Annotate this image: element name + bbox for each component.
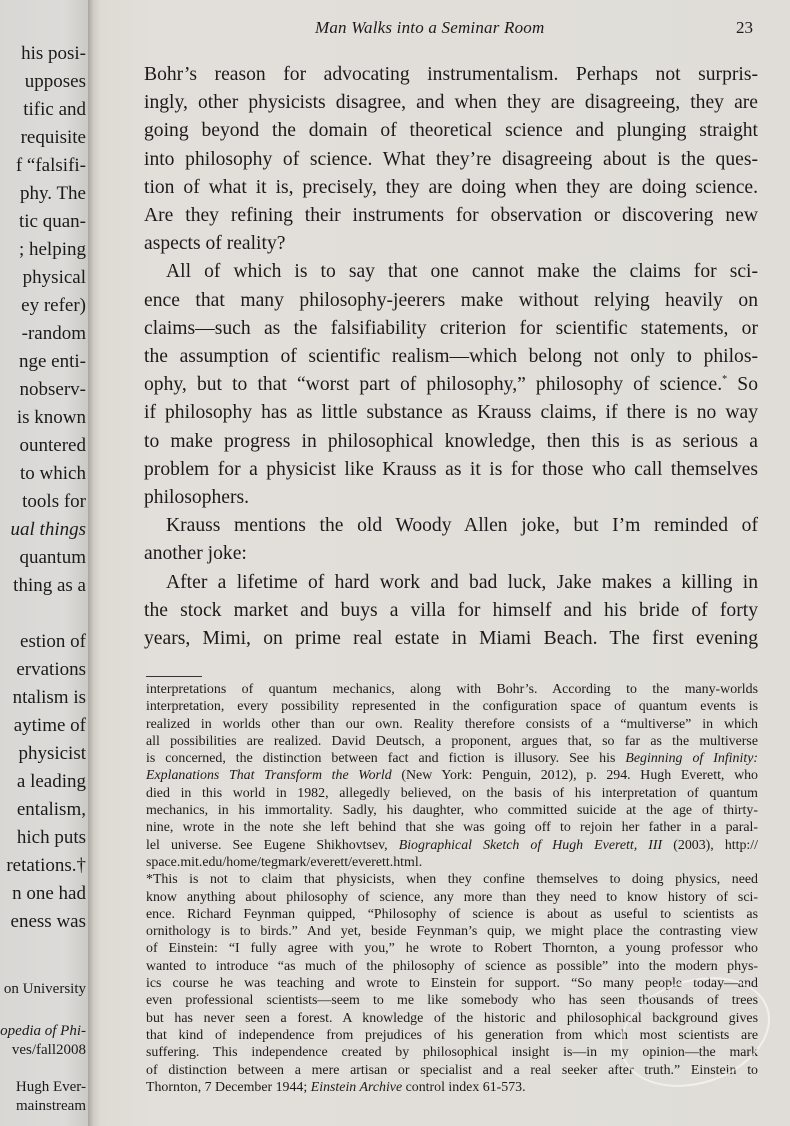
left-page-line: phy. The xyxy=(20,183,86,204)
footnote-line: of distinction between a mere artisan or specialist and a real seeker after truth.” Einstein to xyxy=(146,1062,758,1078)
body-line: After a lifetime of hard work and bad luck, Jake makes a killing in xyxy=(166,571,758,593)
footnote-line: ornithology is to birds.” And yet, beside Feynman’s quip, we might place the contrasting view xyxy=(146,924,758,940)
footnote-line xyxy=(146,767,758,784)
body-line: another joke: xyxy=(144,543,247,565)
left-page-line: n one had xyxy=(12,883,86,904)
left-page-line: ntalism is xyxy=(12,687,86,708)
left-page-line: ey refer) xyxy=(21,295,86,316)
left-page-line: is known xyxy=(16,407,86,428)
body-line: going beyond the domain of theoretical science and plunging straight xyxy=(144,120,758,142)
left-page-line: f “falsifi- xyxy=(15,155,86,176)
left-page-line: nobserv- xyxy=(19,379,86,400)
left-page-footnote-line: Hugh Ever- xyxy=(15,1079,86,1095)
left-page-line: hich puts xyxy=(16,827,86,848)
left-page-line: ervations xyxy=(16,659,86,680)
left-page-line: entalism, xyxy=(16,799,86,820)
footnote-text: Thornton, 7 December 1944; xyxy=(146,1079,311,1095)
body-line-with-footnote xyxy=(144,371,758,399)
left-page-line: ountered xyxy=(19,435,86,456)
body-line: to make progress in philosophical knowledge, then this is as serious a xyxy=(144,430,758,452)
facing-left-page xyxy=(0,0,92,1126)
left-page-line: a leading xyxy=(16,771,86,792)
page-number: 23 xyxy=(736,18,753,37)
body-line: ingly, other physicists disagree, and when they are disagreeing, they are xyxy=(144,92,758,114)
left-page-line: retations.† xyxy=(6,855,86,876)
footnote-line: nine, wrote in the note she left behind that she was going off to rejoin her father in a paral- xyxy=(146,820,758,836)
left-page-footnote-line: mainstream xyxy=(16,1098,86,1114)
left-page-line: his posi- xyxy=(21,43,86,64)
footnote-line: suffering. This independence created by philosophical insight is—in my opinion—the mark xyxy=(146,1045,758,1061)
archive-title: Einstein Archive xyxy=(310,1079,403,1095)
body-line: the assumption of scientific realism—which belong not only to philos- xyxy=(144,346,758,368)
footnote-line: mechanics, in his immortality. Sadly, his daughter, who committed suicide at the age of thirty- xyxy=(146,803,758,819)
left-page-line: estion of xyxy=(20,631,86,652)
left-page-line: tic quan- xyxy=(18,211,86,232)
footnote-line: died in this world in 1982, allegedly believed, on the basis of his interpretation of quantum xyxy=(146,785,758,801)
body-line: years, Mimi, on prime real estate in Miami Beach. The first evening xyxy=(144,628,758,650)
main-body-text xyxy=(144,61,758,653)
footnote-line: wanted to introduce “as much of the philosophy of science as possible” into the modern phys- xyxy=(146,958,758,974)
footnote-line xyxy=(146,837,758,854)
body-line: into philosophy of science. What they’re disagreeing about is the ques- xyxy=(144,148,758,170)
body-line: Krauss mentions the old Woody Allen joke, but I’m reminded of xyxy=(166,515,758,537)
book-title: Beginning of Infinity: xyxy=(625,751,758,767)
body-line-text: ophy, but to that “worst part of philosophy,” philosophy of science. xyxy=(144,374,723,396)
body-line: aspects of reality? xyxy=(144,233,286,255)
left-page-footnote-line: ves/fall2008 xyxy=(11,1042,86,1058)
footnote-line xyxy=(146,750,758,767)
footnote-marker[interactable]: * xyxy=(722,374,728,386)
footnote-line: all possibilities are realized. David Deutsch, a proponent, argues that, so far as the multiverse xyxy=(146,733,758,749)
left-page-line: physical xyxy=(22,267,86,288)
body-line: claims—such as the falsifiability criterion for scientific statements, or xyxy=(144,317,758,339)
footnote-line: ence. Richard Feynman quipped, “Philosophy of science is about as useful to scientists as xyxy=(146,906,758,922)
footnote-url: space.mit.edu/home/tegmark/everett/everett.html. xyxy=(146,854,423,870)
footnote-line: that kind of independence from prejudices of his generation from which most scientists are xyxy=(146,1027,758,1043)
footnote-text: (New York: Penguin, 2012), p. 294. Hugh Everett, who xyxy=(391,768,758,784)
footnote-text: control index 61-573. xyxy=(402,1079,526,1095)
left-page-line: eness was xyxy=(10,911,86,932)
left-page-line: tific and xyxy=(23,99,86,120)
left-page-line: aytime of xyxy=(13,715,86,736)
body-line: if philosophy has as little substance as Krauss claims, if there is no way xyxy=(144,402,758,424)
left-page-line: tools for xyxy=(22,491,86,512)
body-line-text: So xyxy=(737,374,758,396)
left-page-footnote-line: on University xyxy=(3,981,86,997)
footnote-text: (2003), http:// xyxy=(662,837,759,853)
body-line: problem for a physicist like Krauss as it is for those who call themselves xyxy=(144,458,758,480)
left-page-line: physicist xyxy=(18,743,86,764)
footnote-line: realized in worlds other than our own. Reality therefore consists of a “multiverse” in which xyxy=(146,716,758,732)
footnote-line: interpretation, every possibility represented in the configuration space of quantum events is xyxy=(146,699,758,715)
left-page-line: to which xyxy=(20,463,86,484)
left-page-line: upposes xyxy=(24,71,86,92)
body-line: tion of what it is, precisely, they are doing when they are doing science. xyxy=(144,176,758,198)
footnote-line: *This is not to claim that physicists, when they confine themselves to doing physics, need xyxy=(146,872,758,888)
footnote-line: but has never seen a forest. A knowledge of the historic and philosophical background gives xyxy=(146,1010,758,1026)
footnote-text: is concerned, the distinction between fact and fiction is illusory. See his xyxy=(146,751,626,767)
body-line: philosophers. xyxy=(144,487,250,509)
book-title: Biographical Sketch of Hugh Everett, III xyxy=(398,837,663,853)
left-page-line: ; helping xyxy=(18,239,86,260)
body-line: Are they refining their instruments for observation or discovering new xyxy=(144,205,758,227)
left-page-line: -random xyxy=(21,323,86,344)
left-page-line: requisite xyxy=(20,127,86,148)
footnote-separator xyxy=(146,676,202,677)
footnote-line: even professional scientists—seem to me like somebody who has seen thousands of trees xyxy=(146,993,758,1009)
body-line: All of which is to say that one cannot make the claims for sci- xyxy=(166,261,758,283)
body-line: Bohr’s reason for advocating instrumentalism. Perhaps not surpris- xyxy=(144,64,758,85)
left-page-line: nge enti- xyxy=(18,351,86,372)
footnote-line: of Einstein: “I fully agree with you,” he wrote to Robert Thornton, a young professor who xyxy=(146,941,758,957)
footnote-line: interpretations of quantum mechanics, along with Bohr’s. According to the many-worlds xyxy=(146,682,758,697)
book-title: Explanations That Transform the World xyxy=(146,768,392,784)
running-head: Man Walks into a Seminar Room xyxy=(315,18,545,37)
left-page-footnote-line: opedia of Phi- xyxy=(0,1023,86,1039)
footnote-line: know anything about philosophy of science, any more than they need to know history of sci- xyxy=(146,889,758,905)
footnote-line: ics course he was teaching and wrote to Einstein for support. “So many people today—and xyxy=(146,976,758,992)
body-line: ence that many philosophy-jeerers make without relying heavily on xyxy=(144,289,758,311)
body-line: the stock market and buys a villa for himself and his bride of forty xyxy=(144,599,758,621)
left-page-line: quantum xyxy=(19,547,86,568)
footnote-text: lel universe. See Eugene Shikhovtsev, xyxy=(146,837,399,853)
left-page-line: thing as a xyxy=(13,575,86,596)
left-page-line: ual things xyxy=(10,519,86,540)
